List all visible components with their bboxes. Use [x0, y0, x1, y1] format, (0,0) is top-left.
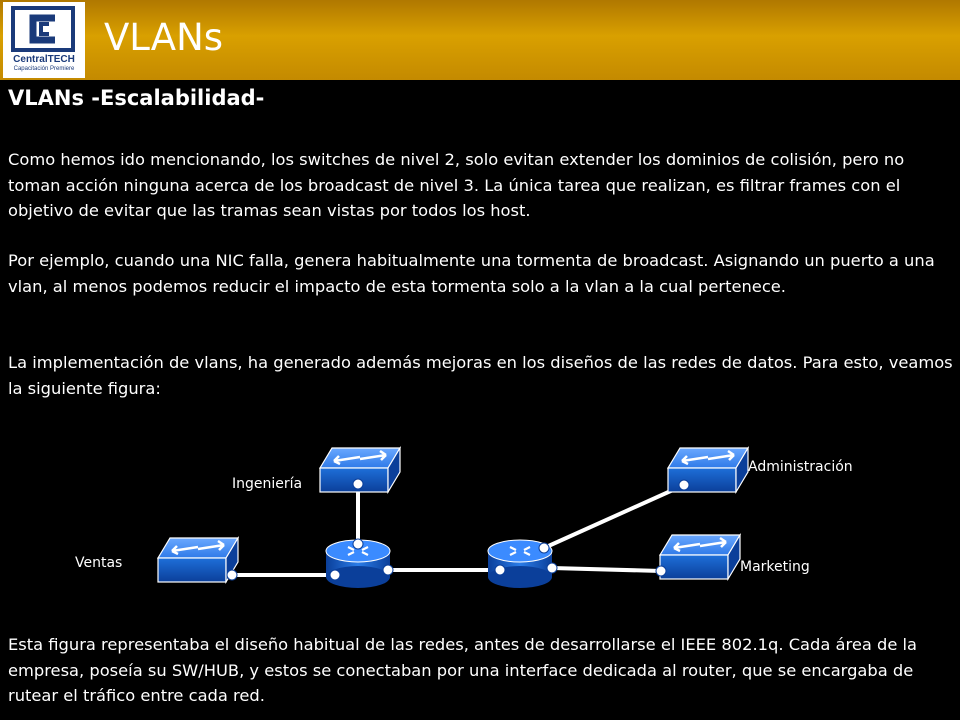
- section-subtitle: VLANs -Escalabilidad-: [8, 86, 265, 110]
- paragraph-1: Como hemos ido mencionando, los switches de nivel 2, solo evitan extender los dominios de colisión, pero no toman acción ninguna acerca de los broadcast de nivel 3. La única tarea que realizan, es filtrar frames con el objetivo de evitar que las tramas sean vistas por todos los host.: [8, 150, 905, 220]
- header-bar: [0, 0, 960, 80]
- network-diagram: [0, 430, 960, 620]
- switch-marketing-icon: [660, 535, 740, 579]
- page-title: VLANs: [104, 16, 224, 59]
- paragraph-2: Por ejemplo, cuando una NIC falla, genera habitualmente una tormenta de broadcast. Asignando un puerto a una vlan, al menos podemos reducir el impacto de esta tormenta solo a la vlan a la cual pertenece.: [8, 251, 935, 296]
- link-router2-administracion: [544, 485, 684, 548]
- logo-subtext: Capacitación Premiere: [13, 66, 75, 72]
- logo-emblem-icon: [11, 6, 75, 52]
- paragraph-4: Esta figura representaba el diseño habitual de las redes, antes de desarrollarse el IEEE 802.1q. Cada área de la empresa, poseía su SW/HUB, y estos se conectaban por una interface dedicada al router, que se encargaba de rutear el tráfico entre cada red.: [8, 635, 918, 705]
- port-dots: [227, 479, 689, 580]
- label-administracion: Administración: [748, 459, 853, 475]
- switch-ventas-icon: [158, 538, 238, 582]
- paragraph-3: La implementación de vlans, ha generado además mejoras en los diseños de las redes de datos. Para esto, veamos la siguiente figura:: [8, 353, 953, 398]
- label-marketing: Marketing: [740, 559, 810, 575]
- centraltech-logo: [3, 2, 85, 78]
- link-router2-marketing: [552, 568, 661, 571]
- label-ventas: Ventas: [75, 555, 123, 571]
- logo-text: CentralTECH: [13, 54, 75, 65]
- label-ingenieria: Ingeniería: [232, 476, 303, 492]
